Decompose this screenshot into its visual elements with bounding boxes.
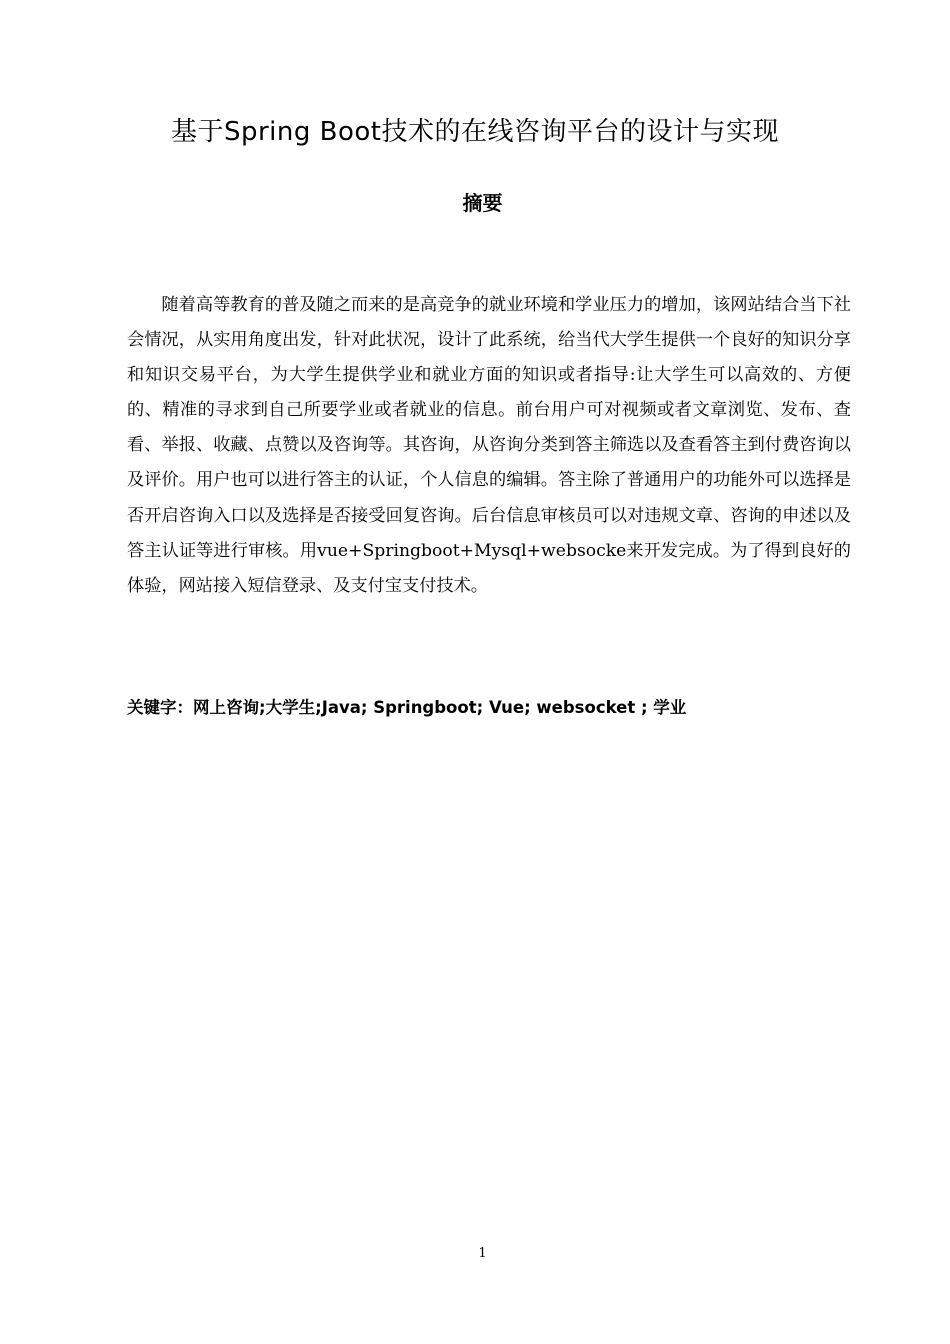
abstract-heading: 摘要 — [462, 191, 503, 215]
keywords-line: 关键字：网上咨询;大学生;Java; Springboot; Vue; websocket ; 学业 — [127, 698, 687, 717]
abstract-body: 随着高等教育的普及随之而来的是高竞争的就业环境和学业压力的增加，该网站结合当下社会情况，从实用角度出发，针对此状况，设计了此系统，给当代大学生提供一个良好的知识分享和知识交易平台，为大学生提供学业和就业方面的知识或者指导:让大学生可以高效的、方便的、精准的寻求到自己所要学业或者就业的信息。前台用户可对视频或者文章浏览、发布、查看、举报、收藏、点赞以及咨询等。其咨询，从咨询分类到答主筛选以及查看答主到付费咨询以及评价。用户也可以进行答主的认证，个人信息的编辑。答主除了普通用户的功能外可以选择是否开启咨询入口以及选择是否接受回复咨询。后台信息审核员可以对违规文章、咨询的申述以及答主认证等进行审核。用vue+Springboot+Mysql+websocke来开发完成。为了得到良好的体验，网站接入短信登录、及支付宝支付技术。 — [127, 295, 851, 596]
page-number: 1 — [478, 1246, 487, 1261]
document-title: 基于Spring Boot技术的在线咨询平台的设计与实现 — [170, 117, 779, 147]
